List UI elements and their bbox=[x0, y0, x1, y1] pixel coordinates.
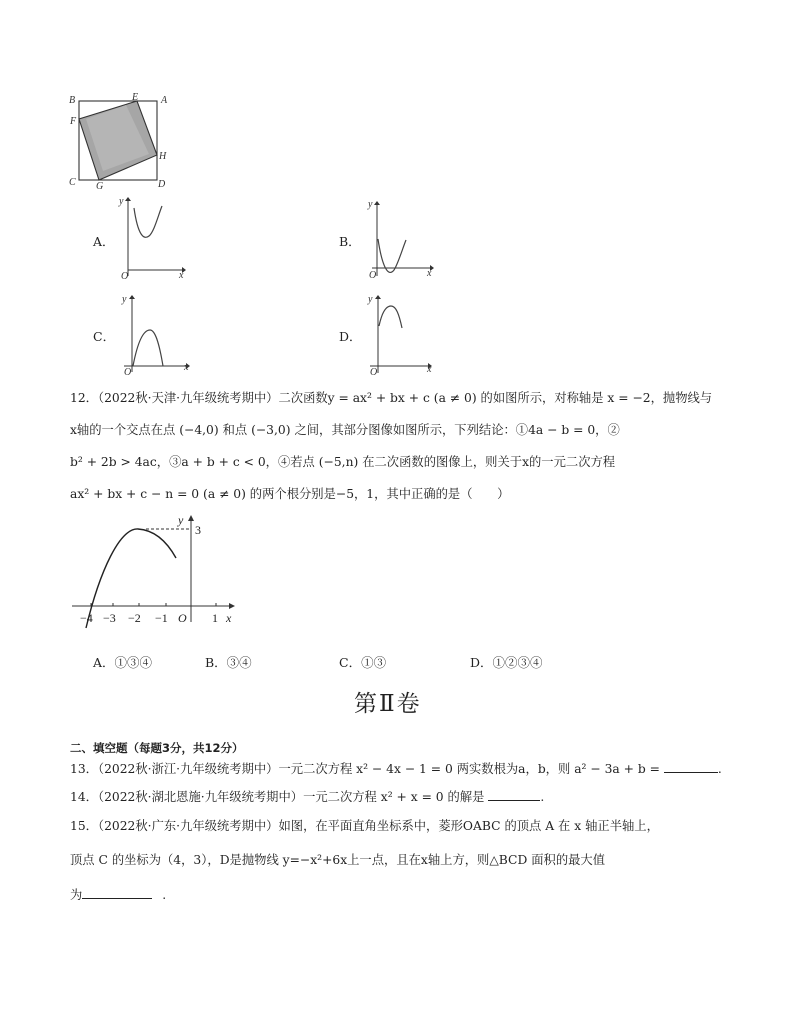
q12-option-b: B．③④ bbox=[205, 655, 252, 670]
label-c: C bbox=[69, 177, 76, 188]
q12-option-a: A．①③④ bbox=[93, 655, 153, 670]
option-c-origin: O bbox=[124, 367, 132, 376]
option-b-axis-x: x bbox=[427, 268, 432, 279]
q12-graph-peak-label: 3 bbox=[195, 523, 201, 537]
q13-answer-blank[interactable] bbox=[664, 760, 718, 773]
label-d: D bbox=[158, 179, 166, 190]
q15-answer-blank[interactable] bbox=[82, 886, 152, 899]
q12-graph-origin: O bbox=[178, 611, 187, 625]
label-f: F bbox=[70, 116, 77, 127]
q14-answer-blank[interactable] bbox=[488, 788, 540, 801]
q13-stem: 13．（2022秋·浙江·九年级统考期中）一元二次方程 x² − 4x − 1 = 0 两实数根为a，b，则 a² − 3a + b = bbox=[70, 762, 660, 776]
q15-period: . bbox=[162, 888, 167, 902]
option-a-axis-y: y bbox=[119, 196, 124, 207]
q12-graph-tick-neg4: −4 bbox=[80, 611, 93, 625]
q15-line-2: 顶点 C 的坐标为（4，3），D是抛物线 y=−x²+6x上一点，且在x轴上方，则△BCD 面积的最大值 bbox=[70, 853, 606, 867]
option-b-axis-y: y bbox=[368, 199, 373, 210]
q12-option-d: D．①②③④ bbox=[470, 655, 543, 670]
q12-parabola-graph bbox=[66, 510, 246, 630]
q13-period: . bbox=[717, 762, 722, 776]
q12-graph-tick-neg3: −3 bbox=[103, 611, 116, 625]
section-heading: 二、填空题（每题3分，共12分） bbox=[70, 741, 244, 755]
label-g: G bbox=[96, 181, 104, 192]
square-figure bbox=[66, 92, 176, 192]
q12-line-4: ax² + bx + c − n = 0 (a ≠ 0) 的两个根分别是−5，1，其中正确的是（ ） bbox=[70, 487, 510, 501]
option-a-graph bbox=[116, 194, 196, 280]
q12-graph-tick-1: 1 bbox=[212, 611, 218, 625]
option-d-origin: O bbox=[370, 367, 378, 376]
option-b-graph bbox=[364, 194, 444, 280]
q14-text bbox=[70, 788, 544, 805]
option-d-axis-x: x bbox=[427, 364, 432, 375]
option-c-label: C． bbox=[93, 329, 116, 344]
q14-period: . bbox=[540, 790, 545, 804]
option-d-graph bbox=[364, 288, 444, 376]
q12-line-3: b² + 2b > 4ac，③a + b + c < 0，④若点 (−5,n) 在二次函数的图像上，则关于x的一元二次方程 bbox=[70, 455, 616, 469]
label-b: B bbox=[69, 95, 76, 106]
q12-graph-x-label: x bbox=[226, 611, 232, 625]
option-b-label: B． bbox=[339, 234, 361, 249]
q12-graph-tick-neg1: −1 bbox=[155, 611, 168, 625]
q15-stem-end: 为 bbox=[70, 888, 83, 902]
option-d-label: D． bbox=[339, 329, 362, 344]
q13-text bbox=[70, 760, 722, 777]
option-a-label: A． bbox=[93, 234, 115, 249]
option-a-axis-x: x bbox=[179, 270, 184, 280]
q12-line-1: 12．（2022秋·天津·九年级统考期中）二次函数y = ax² + bx + c (a ≠ 0) 的如图所示，对称轴是 x = −2，抛物线与 bbox=[70, 391, 713, 405]
option-c-axis-x: x bbox=[184, 362, 189, 373]
part-title: 第Ⅱ卷 bbox=[354, 691, 422, 717]
option-c-axis-y: y bbox=[122, 294, 127, 305]
q12-option-c: C．①③ bbox=[339, 655, 387, 670]
label-e: E bbox=[132, 92, 139, 103]
label-a: A bbox=[161, 95, 168, 106]
option-b-origin: O bbox=[369, 270, 377, 280]
label-h: H bbox=[159, 151, 167, 162]
q15-line-3 bbox=[70, 886, 166, 903]
q14-stem: 14．（2022秋·湖北恩施·九年级统考期中）一元二次方程 x² + x = 0 的解是 bbox=[70, 790, 485, 804]
option-a-origin: O bbox=[121, 271, 129, 280]
q15-line-1: 15．（2022秋·广东·九年级统考期中）如图，在平面直角坐标系中，菱形OABC 的顶点 A 在 x 轴正半轴上， bbox=[70, 819, 659, 833]
q12-graph-tick-neg2: −2 bbox=[128, 611, 141, 625]
option-d-axis-y: y bbox=[368, 294, 373, 305]
option-c-graph bbox=[116, 290, 196, 376]
q12-line-2: x轴的一个交点在点 (−4,0) 和点 (−3,0) 之间，其部分图像如图所示，下列结论：①4a − b = 0，② bbox=[70, 423, 620, 437]
q12-graph-y-label: y bbox=[178, 513, 184, 527]
